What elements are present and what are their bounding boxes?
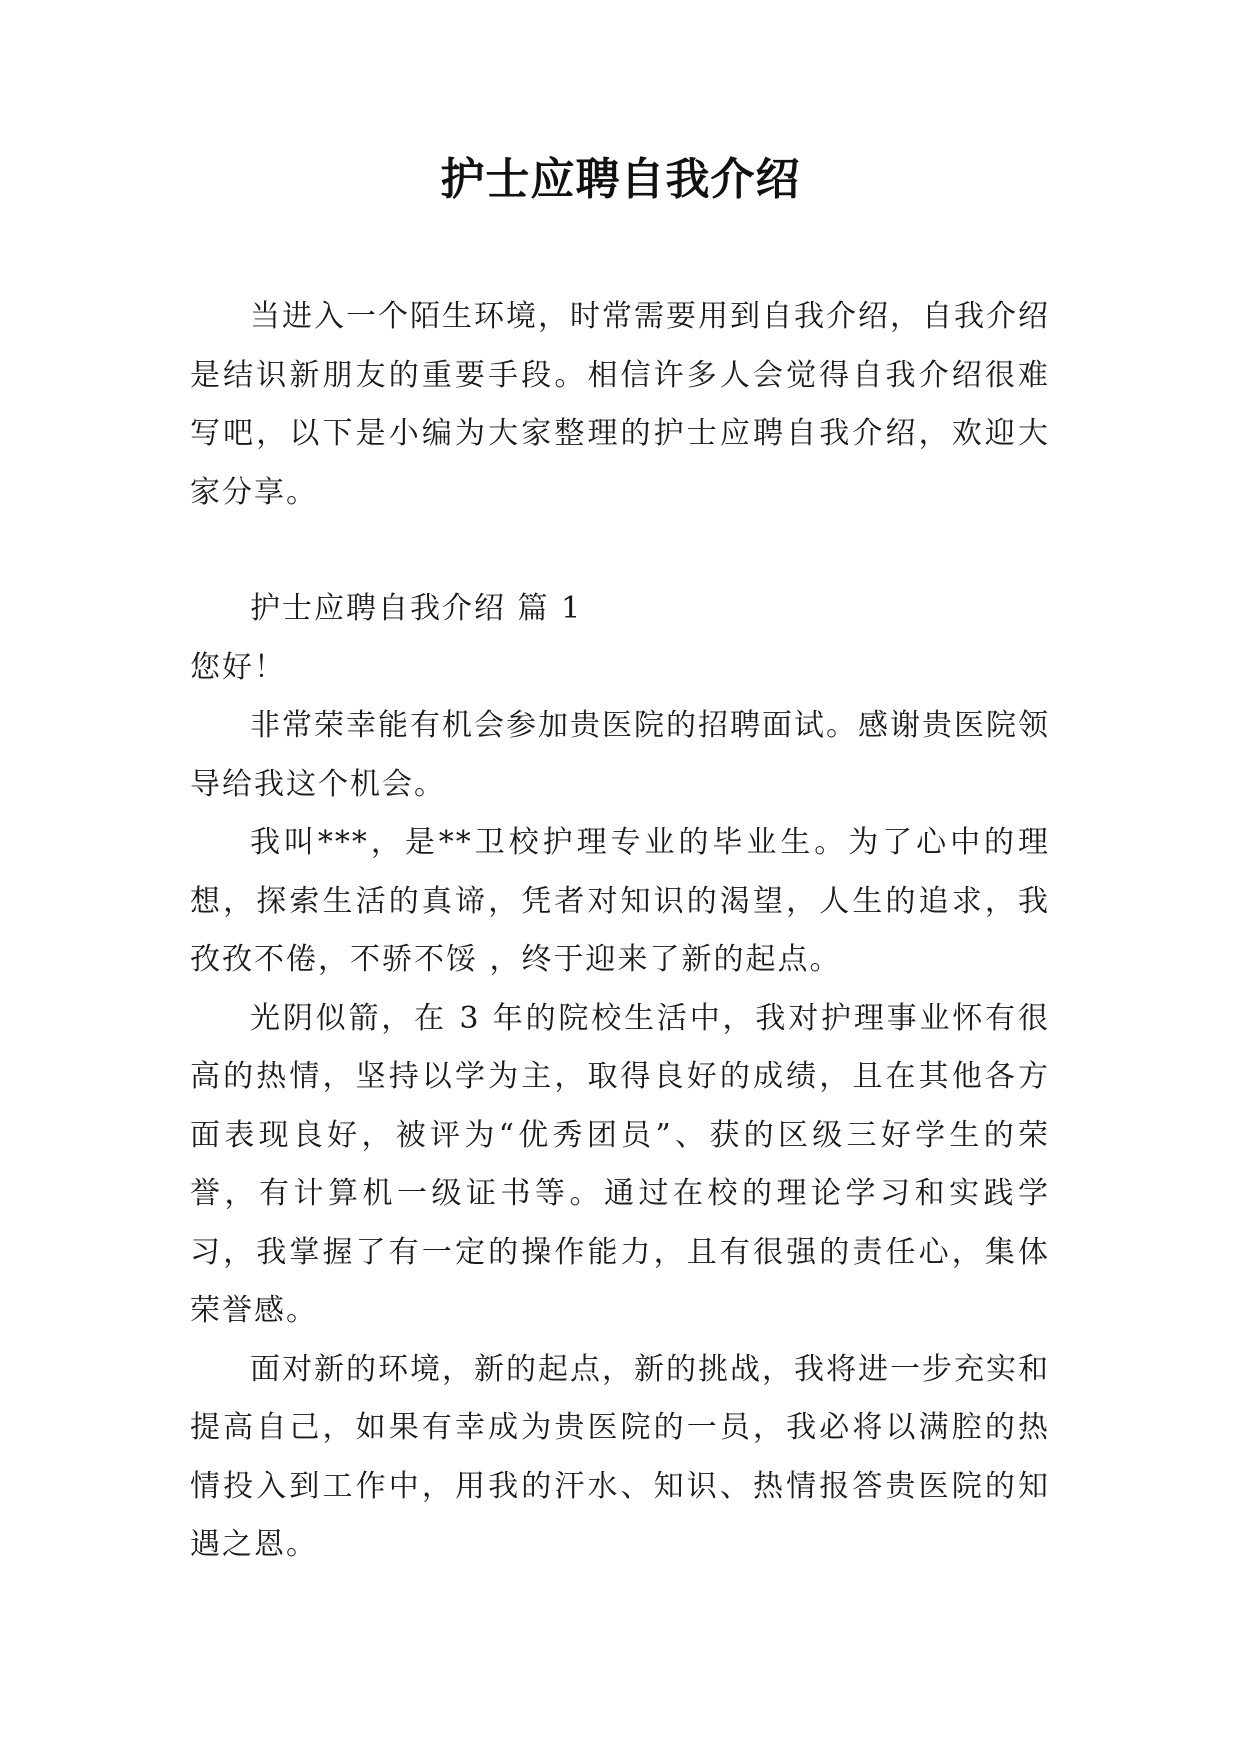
greeting-line: 您好！ bbox=[190, 649, 286, 685]
body-paragraph: 非常荣幸能有机会参加贵医院的招聘面试。感谢贵医院领导给我这个机会。 bbox=[190, 708, 1050, 802]
body-paragraph: 面对新的环境，新的起点，新的挑战，我将进一步充实和提高自己，如果有幸成为贵医院的一员，我必将以满腔的热情投入到工作中，用我的汗水、知识、热情报答贵医院的知遇之恩。 bbox=[190, 1351, 1050, 1562]
intro-paragraph: 当进入一个陌生环境，时常需要用到自我介绍，自我介绍是结识新朋友的重要手段。相信许多人会觉得自我介绍很难写吧，以下是小编为大家整理的护士应聘自我介绍，欢迎大家分享。 bbox=[190, 299, 1050, 510]
document-body bbox=[190, 288, 1050, 1575]
document-title: 护士应聘自我介绍 bbox=[440, 154, 801, 205]
section-heading: 护士应聘自我介绍 篇 1 bbox=[250, 591, 583, 626]
section-gap bbox=[190, 522, 1050, 580]
body-paragraph: 光阴似箭，在 3 年的院校生活中，我对护理事业怀有很高的热情，坚持以学为主，取得良好的成绩，且在其他各方面表现良好，被评为“优秀团员”、获的区级三好学生的荣誉，有计算机一级证书等。通过在校的理论学习和实践学习，我掌握了有一定的操作能力，且有很强的责任心，集体荣誉感。 bbox=[190, 1000, 1050, 1328]
body-paragraph: 我叫***，是**卫校护理专业的毕业生。为了心中的理想，探索生活的真谛，凭者对知识的渴望，人生的追求，我孜孜不倦，不骄不馁 ，终于迎来了新的起点。 bbox=[190, 825, 1050, 977]
